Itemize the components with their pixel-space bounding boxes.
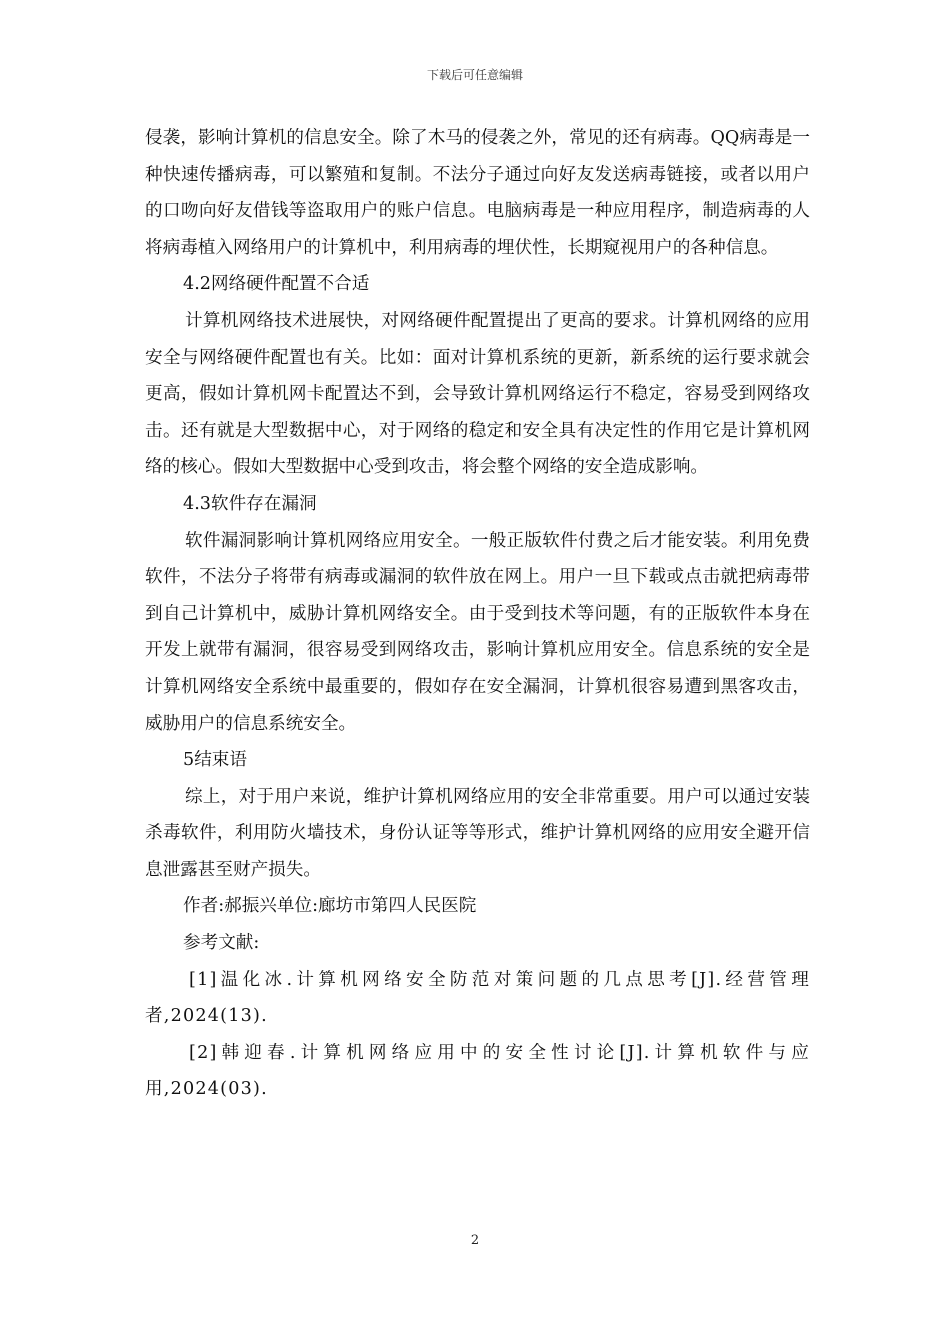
document-body xyxy=(145,120,810,1108)
references-heading: 参考文献: xyxy=(183,933,260,954)
paragraph-hardware: 计算机网络技术进展快，对网络硬件配置提出了更高的要求。计算机网络的应用安全与网络硬件配置也有关。比如：面对计算机系统的更新，新系统的运行要求就会更高，假如计算机网卡配置达不到，会导致计算机网络运行不稳定，容易受到网络攻击。还有就是大型数据中心，对于网络的稳定和安全具有决定性的作用它是计算机网络的核心。假如大型数据中心受到攻击，将会整个网络的安全造成影响。 xyxy=(145,310,810,478)
section-heading-4-2: 4.2网络硬件配置不合适 xyxy=(183,274,370,295)
section-heading-4-3: 4.3软件存在漏洞 xyxy=(183,493,317,514)
reference-item-2: [2]韩迎春.计算机网络应用中的安全性讨论[J].计算机软件与应用,2024(03). xyxy=(145,1042,810,1100)
page-header: 下载后可任意编辑 xyxy=(426,68,523,82)
paragraph-conclusion: 综上，对于用户来说，维护计算机网络应用的安全非常重要。用户可以通过安装杀毒软件，利用防火墙技术，身份认证等等形式，维护计算机网络的应用安全避开信息泄露甚至财产损失。 xyxy=(145,786,810,880)
reference-item-1: [1]温化冰.计算机网络安全防范对策问题的几点思考[J].经营管理者,2024(13). xyxy=(145,969,810,1027)
paragraph-virus-intro: 侵袭，影响计算机的信息安全。除了木马的侵袭之外，常见的还有病毒。QQ病毒是一种快速传播病毒，可以繁殖和复制。不法分子通过向好友发送病毒链接，或者以用户的口吻向好友借钱等盗取用户的账户信息。电脑病毒是一种应用程序，制造病毒的人将病毒植入网络用户的计算机中，利用病毒的埋伏性，长期窥视用户的各种信息。 xyxy=(145,128,810,258)
paragraph-software: 软件漏洞影响计算机网络应用安全。一般正版软件付费之后才能安装。利用免费软件，不法分子将带有病毒或漏洞的软件放在网上。用户一旦下载或点击就把病毒带到自己计算机中，威胁计算机网络安全。由于受到技术等问题，有的正版软件本身在开发上就带有漏洞，很容易受到网络攻击，影响计算机应用安全。信息系统的安全是计算机网络安全系统中最重要的，假如存在安全漏洞，计算机很容易遭到黑客攻击，威胁用户的信息系统安全。 xyxy=(145,530,810,734)
page-number: 2 xyxy=(470,1233,480,1248)
author-line: 作者:郝振兴单位:廊坊市第四人民医院 xyxy=(183,896,477,917)
section-heading-5: 5结束语 xyxy=(183,750,247,771)
